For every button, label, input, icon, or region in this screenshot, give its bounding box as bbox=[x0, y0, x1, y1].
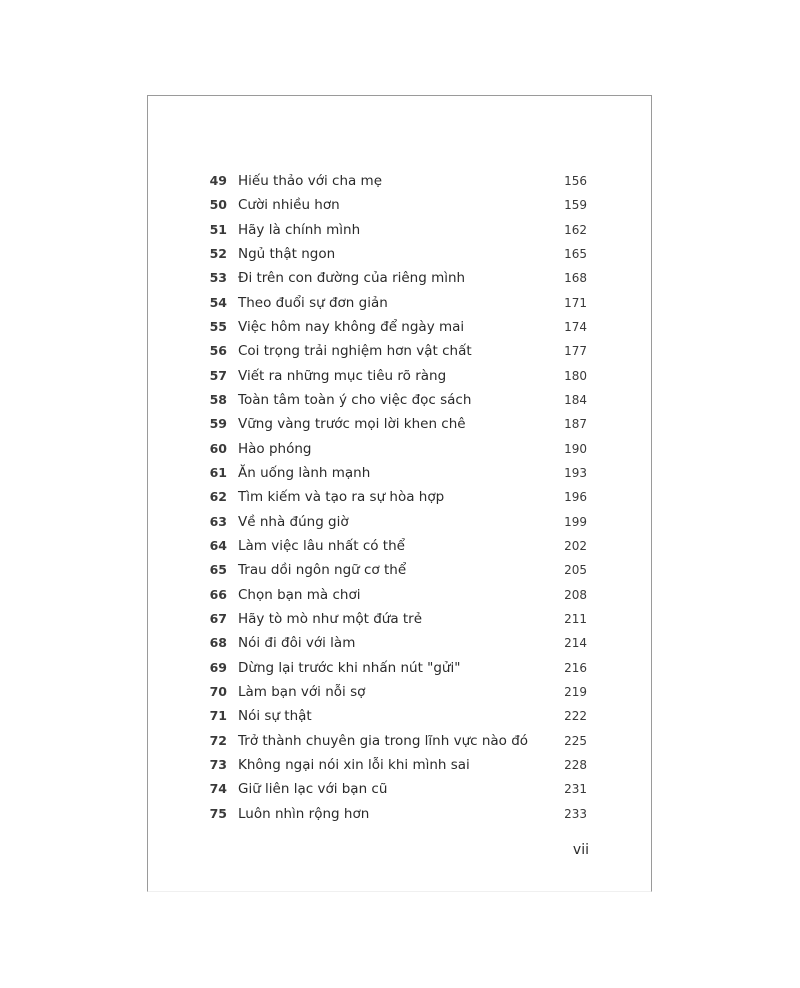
toc-entry-number: 68 bbox=[209, 635, 227, 651]
toc-entry bbox=[200, 607, 595, 631]
toc-entry-title: Chọn bạn mà chơi bbox=[238, 586, 361, 603]
toc-entry-number: 56 bbox=[209, 343, 227, 359]
toc-entry bbox=[200, 729, 595, 753]
toc-entry bbox=[200, 777, 595, 801]
toc-entry-page: 196 bbox=[564, 490, 587, 505]
toc-entry bbox=[200, 169, 595, 193]
toc-entry bbox=[200, 753, 595, 777]
toc-entry bbox=[200, 680, 595, 704]
toc-entry bbox=[200, 437, 595, 461]
toc-entry-page: 205 bbox=[564, 563, 587, 578]
toc-entry-number: 64 bbox=[209, 537, 227, 553]
toc-entry-page: 225 bbox=[564, 733, 587, 748]
toc-entry-page: 168 bbox=[564, 271, 587, 286]
toc-entry-title: Làm bạn với nỗi sợ bbox=[238, 683, 366, 700]
toc-entry-title: Nói sự thật bbox=[238, 708, 312, 725]
toc-entry-title: Nói đi đôi với làm bbox=[238, 635, 356, 652]
toc-entry bbox=[200, 242, 595, 266]
toc-entry-number: 50 bbox=[209, 197, 227, 213]
toc-entry-title: Vững vàng trước mọi lời khen chê bbox=[238, 416, 466, 433]
toc-entry-number: 69 bbox=[209, 659, 227, 675]
toc-entry-page: 222 bbox=[564, 709, 587, 724]
toc-entry-page: 216 bbox=[564, 660, 587, 675]
toc-entry-number: 59 bbox=[209, 416, 227, 432]
toc-entry bbox=[200, 534, 595, 558]
toc-entry-number: 74 bbox=[209, 781, 227, 797]
toc-entry-number: 71 bbox=[209, 708, 227, 724]
toc-entry-number: 75 bbox=[209, 805, 227, 821]
toc-entry-title: Về nhà đúng giờ bbox=[238, 513, 349, 530]
toc-entry-title: Ngủ thật ngon bbox=[238, 245, 336, 262]
toc-entry-title: Coi trọng trải nghiệm hơn vật chất bbox=[238, 343, 472, 360]
toc-entry-page: 199 bbox=[564, 514, 587, 529]
toc-entry-number: 60 bbox=[209, 440, 227, 456]
toc-entry-title: Cười nhiều hơn bbox=[238, 197, 340, 214]
toc-entry bbox=[200, 461, 595, 485]
toc-entry-title: Ăn uống lành mạnh bbox=[238, 464, 371, 481]
table-of-contents bbox=[200, 169, 595, 826]
toc-entry-page: 233 bbox=[564, 806, 587, 821]
toc-entry bbox=[200, 802, 595, 826]
toc-entry-number: 54 bbox=[209, 294, 227, 310]
toc-entry-number: 65 bbox=[209, 562, 227, 578]
toc-entry-number: 53 bbox=[209, 270, 227, 286]
toc-entry-page: 231 bbox=[564, 782, 587, 797]
toc-entry-title: Toàn tâm toàn ý cho việc đọc sách bbox=[238, 391, 472, 408]
toc-entry bbox=[200, 388, 595, 412]
toc-entry-title: Giữ liên lạc với bạn cũ bbox=[238, 781, 388, 798]
toc-entry-number: 70 bbox=[209, 683, 227, 699]
toc-entry-title: Không ngại nói xin lỗi khi mình sai bbox=[238, 756, 470, 773]
toc-entry-title: Hiếu thảo với cha mẹ bbox=[238, 173, 383, 189]
toc-entry bbox=[200, 704, 595, 728]
toc-entry-page: 156 bbox=[564, 174, 587, 188]
toc-entry-title: Đi trên con đường của riêng mình bbox=[238, 270, 466, 287]
toc-entry bbox=[200, 656, 595, 680]
toc-entry-title: Trau dồi ngôn ngữ cơ thể bbox=[238, 562, 407, 579]
toc-entry-page: 184 bbox=[564, 392, 587, 407]
toc-entry bbox=[200, 218, 595, 242]
page-number-folio: vii bbox=[572, 842, 589, 858]
toc-entry-title: Viết ra những mục tiêu rõ ràng bbox=[238, 367, 447, 384]
toc-entry-title: Tìm kiếm và tạo ra sự hòa hợp bbox=[238, 489, 445, 506]
toc-entry-page: 171 bbox=[564, 295, 587, 310]
toc-entry-number: 67 bbox=[209, 610, 227, 626]
toc-entry-page: 202 bbox=[564, 538, 587, 553]
toc-entry-title: Trở thành chuyên gia trong lĩnh vực nào đó bbox=[238, 732, 529, 749]
toc-entry-number: 63 bbox=[209, 513, 227, 529]
toc-entry-page: 177 bbox=[564, 344, 587, 359]
toc-entry-page: 190 bbox=[564, 441, 587, 456]
toc-entry bbox=[200, 315, 595, 339]
toc-entry-page: 187 bbox=[564, 417, 587, 432]
toc-entry-number: 61 bbox=[209, 464, 227, 480]
toc-entry bbox=[200, 583, 595, 607]
toc-entry-title: Việc hôm nay không để ngày mai bbox=[238, 318, 465, 335]
toc-entry-page: 214 bbox=[564, 636, 587, 651]
toc-entry-number: 51 bbox=[209, 221, 227, 237]
toc-entry bbox=[200, 339, 595, 363]
toc-entry-number: 62 bbox=[209, 489, 227, 505]
toc-entry-title: Hãy là chính mình bbox=[238, 221, 361, 238]
toc-entry-page: 162 bbox=[564, 222, 587, 237]
toc-entry-title: Luôn nhìn rộng hơn bbox=[238, 805, 370, 822]
toc-entry-title: Dừng lại trước khi nhấn nút "gửi" bbox=[238, 659, 461, 676]
toc-entry-title: Hãy tò mò như một đứa trẻ bbox=[238, 610, 423, 627]
toc-entry bbox=[200, 412, 595, 436]
toc-entry-page: 219 bbox=[564, 684, 587, 699]
toc-entry bbox=[200, 631, 595, 655]
toc-entry-page: 180 bbox=[564, 368, 587, 383]
toc-entry bbox=[200, 266, 595, 290]
toc-entry bbox=[200, 193, 595, 217]
toc-entry bbox=[200, 485, 595, 509]
toc-entry-page: 211 bbox=[564, 611, 587, 626]
toc-entry-page: 159 bbox=[564, 198, 587, 213]
toc-entry-number: 49 bbox=[209, 173, 227, 188]
toc-entry-number: 55 bbox=[209, 318, 227, 334]
toc-entry-number: 52 bbox=[209, 245, 227, 261]
toc-entry-title: Làm việc lâu nhất có thể bbox=[238, 537, 405, 554]
toc-entry-title: Hào phóng bbox=[238, 440, 312, 457]
toc-entry bbox=[200, 291, 595, 315]
toc-entry-title: Theo đuổi sự đơn giản bbox=[238, 294, 388, 311]
toc-entry-page: 208 bbox=[564, 587, 587, 602]
toc-entry bbox=[200, 558, 595, 582]
toc-entry bbox=[200, 510, 595, 534]
toc-entry-page: 228 bbox=[564, 757, 587, 772]
toc-entry-page: 165 bbox=[564, 246, 587, 261]
toc-entry-number: 57 bbox=[209, 367, 227, 383]
toc-entry-number: 66 bbox=[209, 586, 227, 602]
toc-entry-page: 193 bbox=[564, 465, 587, 480]
toc-entry-number: 73 bbox=[209, 756, 227, 772]
toc-entry-page: 174 bbox=[564, 319, 587, 334]
toc-entry-number: 72 bbox=[209, 732, 227, 748]
toc-entry bbox=[200, 364, 595, 388]
toc-entry-number: 58 bbox=[209, 391, 227, 407]
